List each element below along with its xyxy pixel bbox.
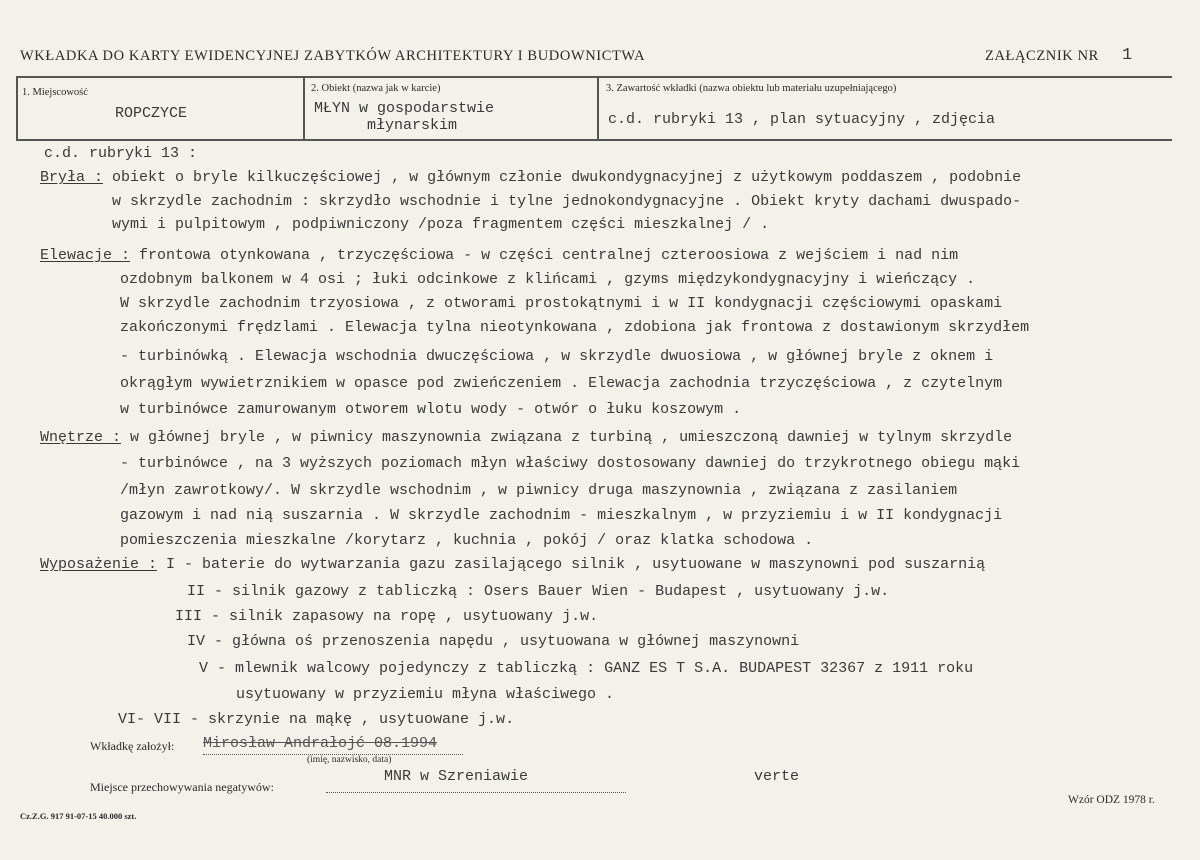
wyposazenie-line-5: V - mlewnik walcowy pojedynczy z tabliczką : GANZ ES T S.A. BUDAPEST 32367 z 1911 roku [199,660,974,677]
bryla-text-1: obiekt o bryle kilkuczęściowej , w głównym członie dwukondygnacyjnej z użytkowym poddaszem , podobnie [103,169,1022,186]
elewacje-line-3: W skrzydle zachodnim trzyosiowa , z otworami prostokątnymi i w II kondygnacji częściowymi opaskami [120,295,1003,312]
wyposazenie-text-1: I - baterie do wytwarzania gazu zasilającego silnik , usytuowane w maszynowni pod suszarnią [157,556,986,573]
header-col-left [16,76,18,140]
header-col-divider-2 [597,76,599,140]
bryla-line-2: w skrzydle zachodnim : skrzydło wschodnie i tylne jednokondygnacyjne . Obiekt kryty dachami dwuspado- [112,193,1022,210]
print-info: Cz.Z.G. 917 91-07-15 40.000 szt. [20,811,137,821]
wnetrze-line-1 [40,426,1012,449]
wnetrze-line-3: /młyn zawrotkowy/. W skrzydle wschodnim , w piwnicy druga maszynownia , związana z zasilaniem [120,482,958,499]
object-value-line-1: MŁYN w gospodarstwie [314,100,495,117]
contents-value: c.d. rubryki 13 , plan sytuacyjny , zdjęcia [608,111,996,128]
object-label: 2. Obiekt (nazwa jak w karcie) [311,83,441,94]
form-title: WKŁADKA DO KARTY EWIDENCYJNEJ ZABYTKÓW ARCHITEKTURY I BUDOWNICTWA [20,48,646,64]
prepared-by-value: Mirosław Andrałojć 08.1994 [203,735,438,752]
wnetrze-line-4: gazowym i nad nią suszarnia . W skrzydle zachodnim - mieszkalnym , w przyziemiu i w II kondygnacji [120,507,1003,524]
bryla-line-3: wymi i pulpitowym , podpiwniczony /poza fragmentem części mieszkalnej / . [112,216,770,233]
wyposazenie-line-1 [40,553,985,576]
wnetrze-heading: Wnętrze : [40,429,122,446]
intro-line: c.d. rubryki 13 : [44,145,198,162]
wyposazenie-line-3: III - silnik zapasowy na ropę , usytuowany j.w. [175,608,599,625]
elewacje-line-6: okrągłym wywietrznikiem w opasce pod zwieńczeniem . Elewacja zachodnia trzyczęściowa , z czytelnym [120,375,1003,392]
elewacje-text-1: frontowa otynkowana , trzyczęściowa - w części centralnej czteroosiowa z wejściem i nad nim [130,247,959,264]
wyposazenie-line-7: VI- VII - skrzynie na mąkę , usytuowane j.w. [118,711,515,728]
locality-label: 1. Miejscowość [22,87,88,98]
wnetrze-text-1: w głównej bryle , w piwnicy maszynownia związana z turbiną , umieszczoną dawniej w tylnym skrzydle [121,429,1013,446]
elewacje-line-1 [40,244,958,267]
negatives-storage-dotline [326,792,626,793]
annex-number: 1 [1122,46,1133,65]
locality-value: ROPCZYCE [115,105,188,122]
wnetrze-line-5: pomieszczenia mieszkalne /korytarz , kuchnia , pokój / oraz klatka schodowa . [120,532,814,549]
verte-note: verte [754,768,800,785]
elewacje-line-4: zakończonymi frędzlami . Elewacja tylna nieotynkowana , zdobiona jak frontowa z dostawionym skrzydłem [120,319,1030,336]
wyposazenie-line-2: II - silnik gazowy z tabliczką : Osers Bauer Wien - Budapest , usytuowany j.w. [187,583,890,600]
header-rule-top [16,76,1172,78]
wyposazenie-heading: Wyposażenie : [40,556,158,573]
elewacje-line-5: - turbinówką . Elewacja wschodnia dwuczęściowa , w skrzydle dwuosiowa , w głównej bryle z oknem i [120,348,994,365]
header-col-divider-1 [303,76,305,140]
negatives-storage-value: MNR w Szreniawie [384,768,529,785]
wnetrze-line-2: - turbinówce , na 3 wyższych poziomach młyn właściwy dostosowany dawniej do trzykrotnego obiegu mąki [120,455,1021,472]
form-model: Wzór ODZ 1978 r. [1068,794,1155,806]
wyposazenie-line-6: usytuowany w przyziemiu młyna właściwego . [236,686,615,703]
prepared-by-label: Wkładkę założył: [90,739,175,753]
elewacje-line-7: w turbinówce zamurowanym otworem wlotu wody - otwór o łuku koszowym . [120,401,742,418]
header-rule-bottom [16,139,1172,141]
bryla-line-1 [40,166,1021,189]
negatives-storage-label: Miejsce przechowywania negatywów: [90,780,274,794]
elewacje-heading: Elewacje : [40,247,131,264]
prepared-by-hint: (imię, nazwisko, data) [307,755,392,765]
elewacje-line-2: ozdobnym balkonem w 4 osi ; łuki odcinkowe z klińcami , gzyms międzykondygnacyjny i wieńczący . [120,271,976,288]
contents-label: 3. Zawartość wkładki (nazwa obiektu lub materiału uzupełniającego) [606,83,897,94]
bryla-heading: Bryła : [40,169,104,186]
annex-label: ZAŁĄCZNIK NR [985,48,1099,64]
wyposazenie-line-4: IV - główna oś przenoszenia napędu , usytuowana w głównej maszynowni [187,633,800,650]
object-value-line-2: młynarskim [367,117,458,134]
